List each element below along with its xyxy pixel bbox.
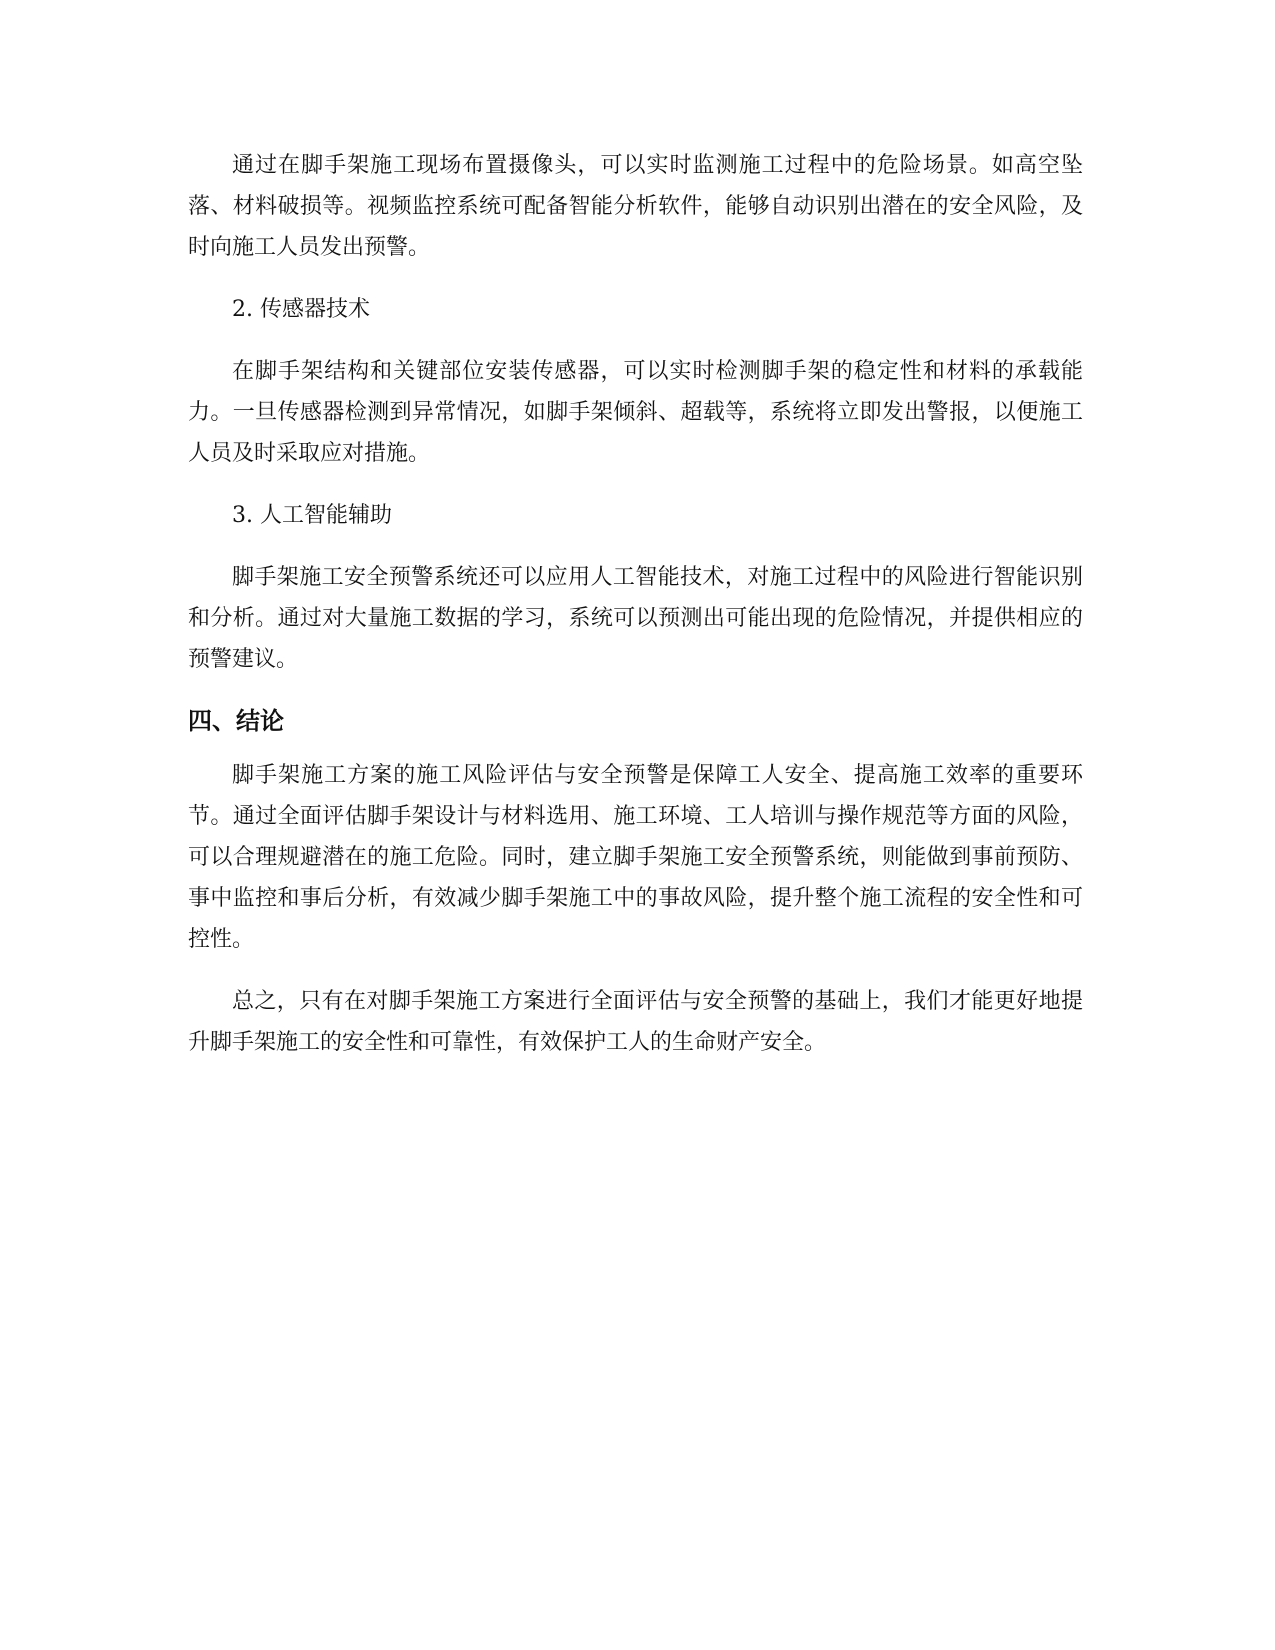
paragraph-video-monitoring: 通过在脚手架施工现场布置摄像头，可以实时监测施工过程中的危险场景。如高空坠落、材料破损等。视频监控系统可配备智能分析软件，能够自动识别出潜在的安全风险，及时向施工人员发出预警。: [188, 153, 1083, 260]
paragraph-ai-assistance: 脚手架施工安全预警系统还可以应用人工智能技术，对施工过程中的风险进行智能识别和分析。通过对大量施工数据的学习，系统可以预测出可能出现的危险情况，并提供相应的预警建议。: [188, 565, 1083, 672]
document-body: [188, 145, 1083, 1084]
paragraph-conclusion-1: 脚手架施工方案的施工风险评估与安全预警是保障工人安全、提高施工效率的重要环节。通过全面评估脚手架设计与材料选用、施工环境、工人培训与操作规范等方面的风险，可以合理规避潜在的施工危险。同时，建立脚手架施工安全预警系统，则能做到事前预防、事中监控和事后分析，有效减少脚手架施工中的事故风险，提升整个施工流程的安全性和可控性。: [188, 763, 1083, 952]
list-item-ai-assistance: 3. 人工智能辅助: [232, 503, 392, 528]
list-item-sensor-technology: 2. 传感器技术: [232, 297, 370, 322]
paragraph-conclusion-2: 总之，只有在对脚手架施工方案进行全面评估与安全预警的基础上，我们才能更好地提升脚手架施工的安全性和可靠性，有效保护工人的生命财产安全。: [188, 989, 1083, 1055]
section-title-conclusion: 四、结论: [188, 707, 284, 735]
paragraph-sensor-technology: 在脚手架结构和关键部位安装传感器，可以实时检测脚手架的稳定性和材料的承载能力。一旦传感器检测到异常情况，如脚手架倾斜、超载等，系统将立即发出警报，以便施工人员及时采取应对措施。: [188, 359, 1083, 466]
